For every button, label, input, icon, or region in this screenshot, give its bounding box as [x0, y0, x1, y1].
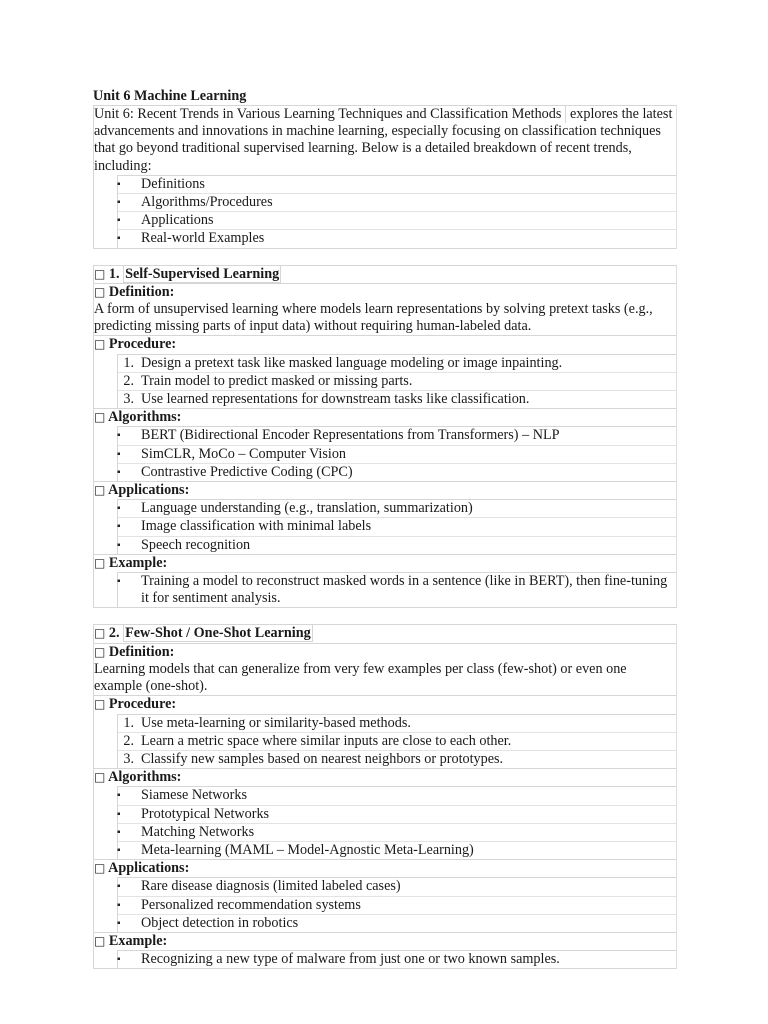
- list-item: ▪ Definitions: [117, 175, 205, 192]
- bullet-dot-icon: ▪: [117, 899, 121, 911]
- algorithms-list: [117, 426, 676, 481]
- missing-glyph-icon: □: [94, 933, 106, 948]
- list-item: ▪ Personalized recommendation systems: [118, 896, 676, 914]
- document-page: [93, 87, 677, 969]
- example-heading: □ Example:: [94, 932, 676, 950]
- missing-glyph-icon: □: [94, 697, 106, 712]
- bullet-dot-icon: ▪: [117, 197, 121, 209]
- list-item: ▪ Prototypical Networks: [118, 805, 676, 823]
- list-item: ▪ Algorithms/Procedures: [118, 193, 676, 211]
- example-list: [117, 950, 676, 968]
- section-few-shot: [93, 624, 677, 969]
- bullet-dot-icon: ▪: [117, 954, 121, 966]
- procedure-heading: □ Procedure:: [94, 695, 676, 713]
- list-item: 2. Learn a metric space where similar inputs are close to each other.: [118, 732, 676, 750]
- bullet-dot-icon: ▪: [117, 466, 121, 478]
- section-self-supervised: [93, 265, 677, 609]
- missing-glyph-icon: □: [94, 644, 106, 659]
- procedure-list: [117, 714, 676, 769]
- section-heading: □ 1. Self-Supervised Learning: [94, 265, 280, 282]
- document-title: Unit 6 Machine Learning: [93, 88, 247, 104]
- list-item: ▪ BERT (Bidirectional Encoder Representations from Transformers) – NLP: [117, 427, 560, 444]
- bullet-dot-icon: ▪: [117, 215, 121, 227]
- bullet-dot-icon: ▪: [117, 178, 121, 190]
- definition-text: A form of unsupervised learning where models learn representations by solving pretext tasks (e.g., predicting missing parts of input data) without requiring human-labeled data.: [94, 301, 653, 335]
- section-title: Self-Supervised Learning: [125, 265, 280, 282]
- list-item: ▪ Training a model to reconstruct masked words in a sentence (like in BERT), then fine-tuning it for sentiment analysis.: [117, 573, 668, 607]
- bullet-dot-icon: ▪: [117, 790, 121, 802]
- bullet-dot-icon: ▪: [117, 881, 121, 893]
- list-item: 1. Use meta-learning or similarity-based methods.: [123, 714, 411, 731]
- bullet-dot-icon: ▪: [117, 448, 121, 460]
- algorithms-heading: □ Algorithms:: [94, 408, 676, 426]
- bullet-dot-icon: ▪: [117, 521, 121, 533]
- missing-glyph-icon: □: [94, 337, 106, 352]
- list-item: ▪ Contrastive Predictive Coding (CPC): [118, 463, 676, 481]
- list-item: ▪ Real-world Examples: [118, 229, 676, 247]
- example-list: [117, 572, 676, 607]
- bullet-dot-icon: ▪: [117, 917, 121, 929]
- bullet-dot-icon: ▪: [117, 808, 121, 820]
- intro-block: [93, 105, 677, 249]
- missing-glyph-icon: □: [94, 770, 106, 785]
- intro-line-1: Unit 6: Recent Trends in Various Learning Techniques and Classification Methods: [94, 106, 566, 123]
- list-item: ▪ Speech recognition: [118, 536, 676, 554]
- list-item: 3. Use learned representations for downstream tasks like classification.: [118, 390, 676, 408]
- bullet-dot-icon: ▪: [117, 539, 121, 551]
- list-item: ▪ Recognizing a new type of malware from just one or two known samples.: [117, 951, 560, 968]
- intro-rest: explores the latest advancements and innovations in machine learning, especially focusing on classification techniques that go beyond traditional supervised learning. Below is a detailed breakdown of recent trends, including:: [94, 106, 673, 174]
- bullet-dot-icon: ▪: [117, 844, 121, 856]
- list-item: ▪ Rare disease diagnosis (limited labeled cases): [117, 878, 401, 895]
- intro-list: [117, 175, 676, 248]
- missing-glyph-icon: □: [94, 284, 106, 299]
- list-item: 1. Design a pretext task like masked language modeling or image inpainting.: [123, 354, 563, 371]
- missing-glyph-icon: □: [94, 483, 106, 498]
- definition-heading: □ Definition:: [94, 643, 676, 661]
- bullet-dot-icon: ▪: [117, 430, 121, 442]
- procedure-list: [117, 354, 676, 409]
- list-item: ▪ Language understanding (e.g., translation, summarization): [117, 500, 473, 517]
- definition-heading: □ Definition:: [94, 283, 676, 301]
- applications-list: [117, 877, 676, 932]
- intro-paragraph: [94, 106, 676, 175]
- applications-heading: □ Applications:: [94, 859, 676, 877]
- missing-glyph-icon: □: [94, 861, 106, 876]
- list-item: ▪ Applications: [118, 211, 676, 229]
- list-item: ▪ Image classification with minimal labels: [118, 517, 676, 535]
- list-item: ▪ SimCLR, MoCo – Computer Vision: [118, 445, 676, 463]
- bullet-dot-icon: ▪: [117, 233, 121, 245]
- missing-glyph-icon: □: [94, 626, 106, 641]
- list-item: 3. Classify new samples based on nearest neighbors or prototypes.: [118, 750, 676, 768]
- example-heading: □ Example:: [94, 554, 676, 572]
- list-item: ▪ Matching Networks: [118, 823, 676, 841]
- list-item: ▪ Meta-learning (MAML – Model-Agnostic Meta-Learning): [118, 841, 676, 859]
- list-item: ▪ Siamese Networks: [117, 787, 247, 804]
- definition-text: Learning models that can generalize from very few examples per class (few-shot) or even one example (one-shot).: [94, 660, 627, 695]
- algorithms-heading: □ Algorithms:: [94, 768, 676, 786]
- procedure-heading: □ Procedure:: [94, 335, 676, 353]
- bullet-dot-icon: ▪: [117, 576, 121, 588]
- applications-heading: □ Applications:: [94, 481, 676, 499]
- list-item: 2. Train model to predict masked or missing parts.: [118, 372, 676, 390]
- missing-glyph-icon: □: [94, 410, 106, 425]
- missing-glyph-icon: □: [94, 555, 106, 570]
- bullet-dot-icon: ▪: [117, 503, 121, 515]
- algorithms-list: [117, 786, 676, 859]
- section-title: Few-Shot / One-Shot Learning: [125, 625, 311, 642]
- section-heading: □ 2. Few-Shot / One-Shot Learning: [94, 625, 311, 642]
- bullet-dot-icon: ▪: [117, 826, 121, 838]
- list-item: ▪ Object detection in robotics: [118, 914, 676, 932]
- applications-list: [117, 499, 676, 554]
- missing-glyph-icon: □: [94, 266, 106, 281]
